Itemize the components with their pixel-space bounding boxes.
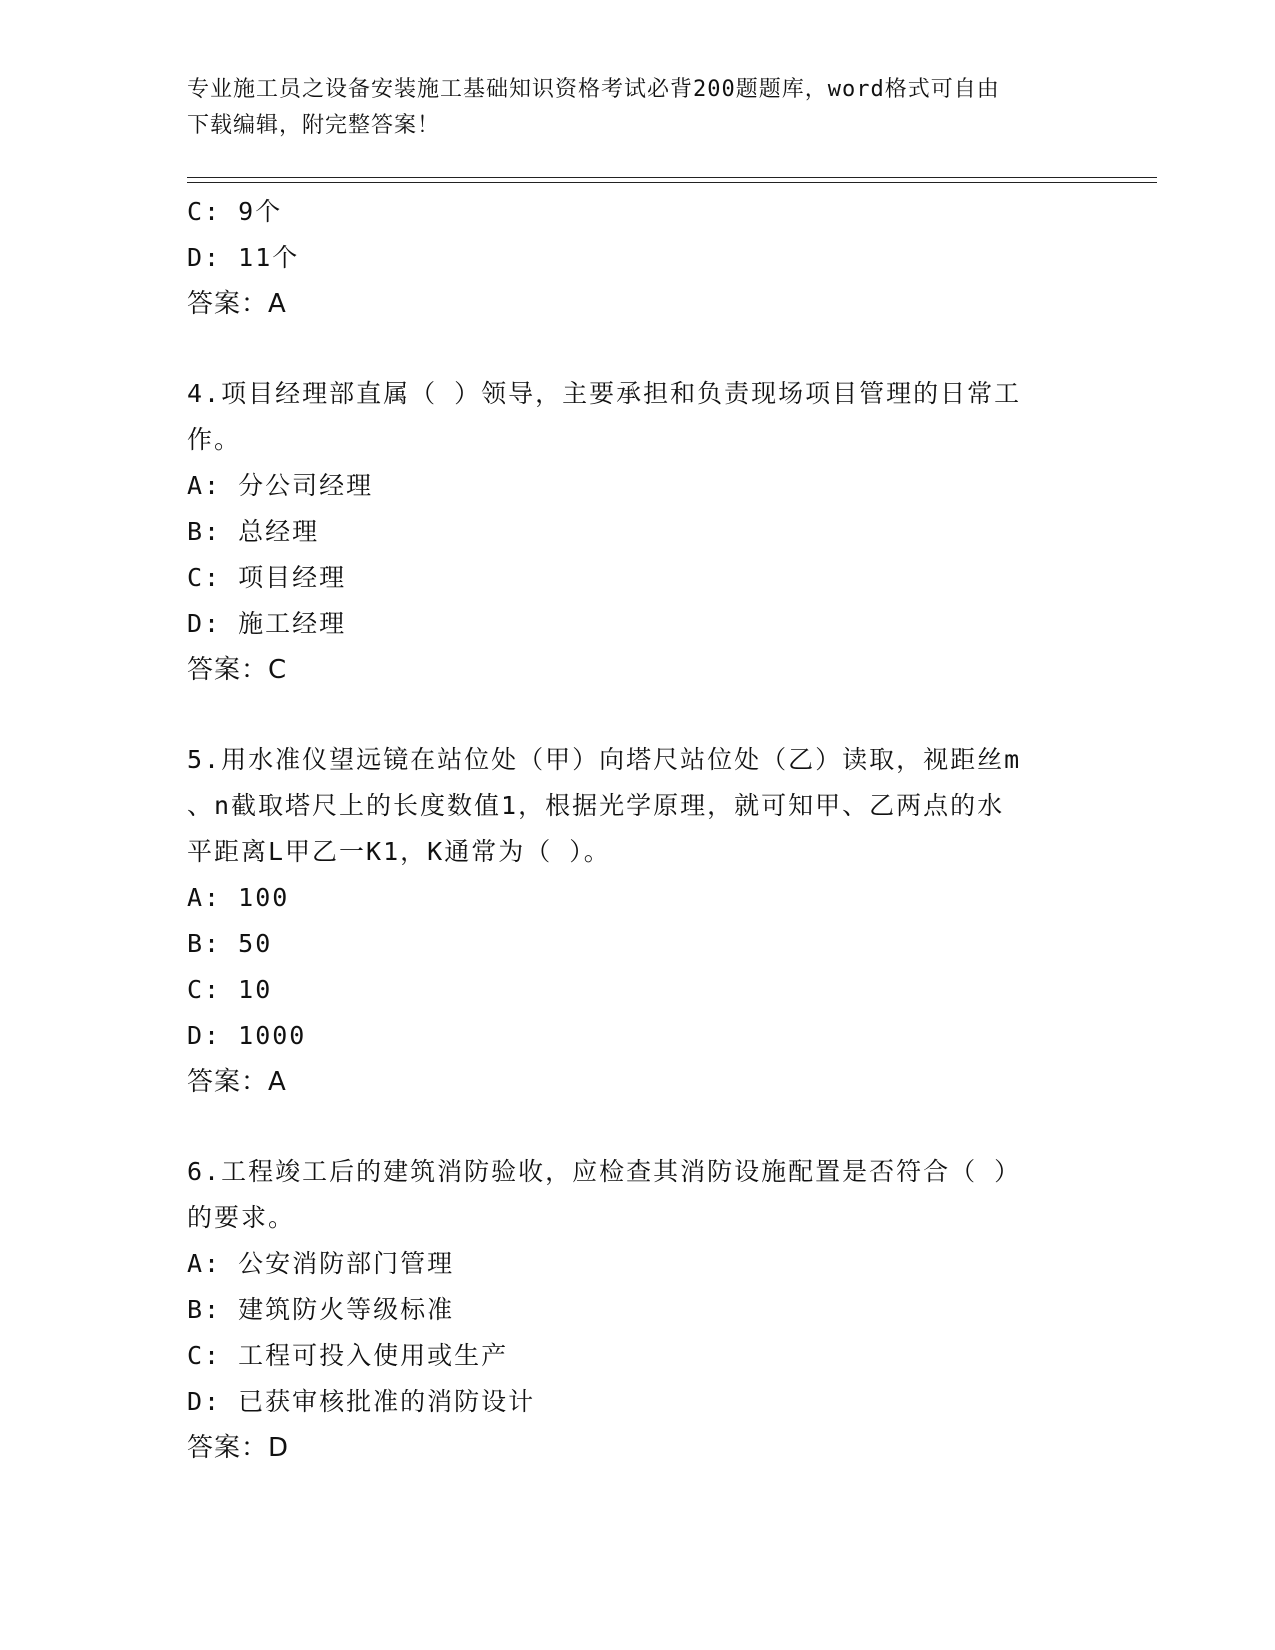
header-rule-top [187, 177, 1157, 178]
option-a: A: 公安消防部门管理 [187, 1249, 455, 1278]
header-line-2: 下载编辑，附完整答案！ [187, 113, 441, 138]
option-d: D: 11个 [187, 243, 300, 272]
document-body [187, 189, 1087, 1471]
option-d: D: 施工经理 [187, 609, 347, 638]
question-4 [187, 371, 1087, 693]
question-stem-line: 、n截取塔尺上的长度数值1，根据光学原理，就可知甲、乙两点的水 [187, 791, 1005, 820]
question-stem-line: 的要求。 [187, 1203, 296, 1232]
question-stem-line: 4.项目经理部直属（ ）领导，主要承担和负责现场项目管理的日常工 [187, 379, 1022, 408]
option-d: D: 1000 [187, 1021, 307, 1050]
option-c: C: 10 [187, 975, 273, 1004]
answer-line: 答案：D [187, 1433, 290, 1463]
option-b: B: 建筑防火等级标准 [187, 1295, 455, 1324]
option-c: C: 工程可投入使用或生产 [187, 1341, 509, 1370]
option-c: C: 9个 [187, 197, 283, 226]
question-6 [187, 1149, 1087, 1471]
question-stem-line: 6.工程竣工后的建筑消防验收，应检查其消防设施配置是否符合（ ） [187, 1157, 1022, 1186]
option-a: A: 分公司经理 [187, 471, 374, 500]
answer-line: 答案：A [187, 1067, 287, 1097]
option-b: B: 总经理 [187, 517, 320, 546]
answer-line: 答案：A [187, 289, 287, 319]
question-stem-line: 平距离L甲乙一K1，K通常为（ ）。 [187, 837, 611, 866]
question-stem-line: 5.用水准仪望远镜在站位处（甲）向塔尺站位处（乙）读取，视距丝m [187, 745, 1022, 774]
option-c: C: 项目经理 [187, 563, 347, 592]
question-5 [187, 737, 1087, 1105]
question-stem-line: 作。 [187, 425, 242, 454]
option-b: B: 50 [187, 929, 273, 958]
header-rule-bottom [187, 182, 1157, 183]
option-a: A: 100 [187, 883, 290, 912]
header-line-1: 专业施工员之设备安装施工基础知识资格考试必背200题题库，word格式可自由 [187, 77, 1000, 102]
option-d: D: 已获审核批准的消防设计 [187, 1387, 536, 1416]
answer-line: 答案：C [187, 655, 288, 685]
question-3-continued [187, 189, 1087, 327]
document-header [187, 72, 1067, 144]
